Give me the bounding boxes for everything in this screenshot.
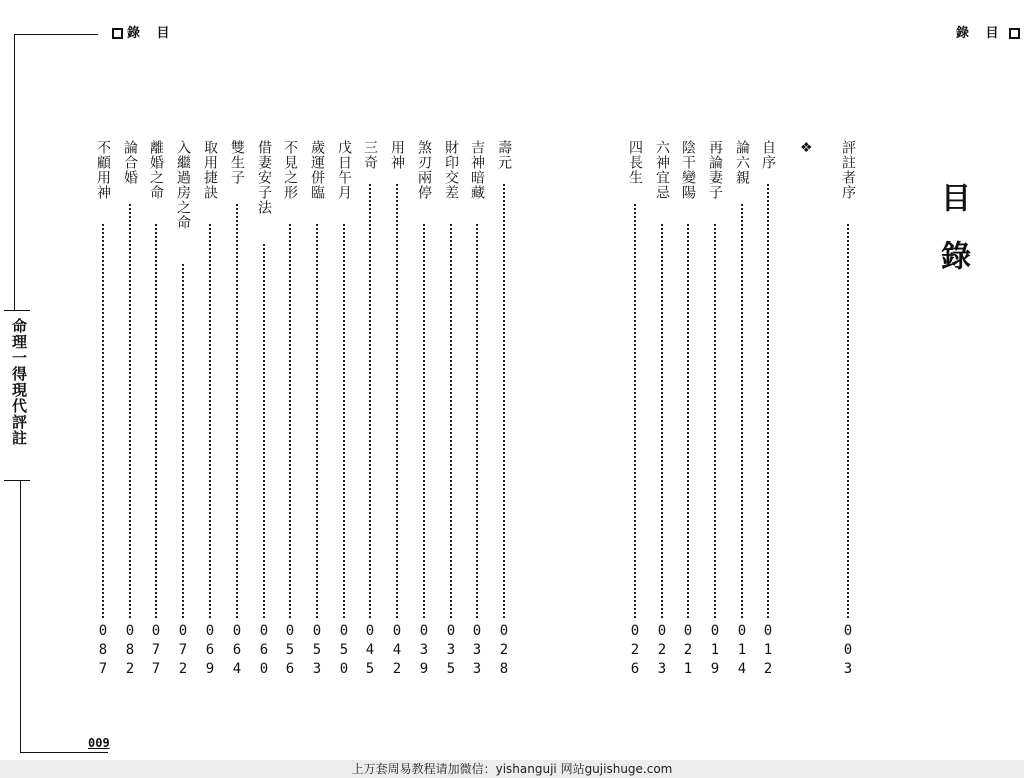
toc-entry-page: 026 xyxy=(627,623,643,680)
toc-entry xyxy=(625,140,645,680)
toc-entry xyxy=(705,140,725,680)
toc-entry-title: 雙生子 xyxy=(229,140,245,185)
toc-leader-dots xyxy=(423,224,425,618)
toc-entry-page: 035 xyxy=(443,623,459,680)
toc-entry-page: 069 xyxy=(202,623,218,680)
toc-entry xyxy=(254,140,274,680)
toc-leader-dots xyxy=(369,184,371,618)
spine-title: 命理一得現代評註 xyxy=(10,318,28,446)
toc-entry-title: 論合婚 xyxy=(122,140,138,185)
frame-bottom-line xyxy=(20,752,108,753)
toc-leader-dots xyxy=(396,184,398,618)
toc-leader-dots xyxy=(476,224,478,618)
toc-entry-title: 離婚之命 xyxy=(148,140,164,200)
spine-bottom-rule xyxy=(4,480,30,481)
toc-leader-dots xyxy=(182,264,184,618)
toc-entry xyxy=(467,140,487,680)
toc-entry xyxy=(280,140,300,680)
square-mark-icon xyxy=(112,28,123,39)
page-number: 009 xyxy=(88,736,110,750)
toc-entry-page: 012 xyxy=(760,623,776,680)
toc-entry-page: 033 xyxy=(469,623,485,680)
toc-leader-dots xyxy=(102,224,104,618)
toc-entry xyxy=(678,140,698,680)
toc-entry xyxy=(307,140,327,680)
right-running-header: 錄 目 xyxy=(956,22,1024,41)
toc-entry-page: 042 xyxy=(389,623,405,680)
toc-entry-page: 087 xyxy=(95,623,111,680)
toc-leader-dots xyxy=(263,244,265,618)
toc-entry-page: 050 xyxy=(336,623,352,680)
main-title: 目錄 xyxy=(935,182,970,298)
toc-entry-title: 用神 xyxy=(389,140,405,170)
toc-entry xyxy=(838,140,858,680)
toc-entry xyxy=(227,140,247,680)
toc-entry xyxy=(494,140,514,680)
toc-entry xyxy=(200,140,220,680)
toc-entry-title: 評註者序 xyxy=(840,140,856,200)
toc-leader-dots xyxy=(316,224,318,618)
toc-entry-title: 入繼過房之命 xyxy=(175,140,191,230)
frame-left-line-lower xyxy=(20,480,21,752)
toc-entry-title: 煞刃兩停 xyxy=(416,140,432,200)
toc-leader-dots xyxy=(209,224,211,618)
frame-left-line-upper xyxy=(14,34,15,310)
toc-entry-title: 歲運併臨 xyxy=(309,140,325,200)
toc-entry-title: 戊日午月 xyxy=(336,140,352,200)
toc-entry-page: 053 xyxy=(309,623,325,680)
toc-entry-page: 082 xyxy=(122,623,138,680)
frame-top-line xyxy=(14,34,98,35)
square-mark-icon xyxy=(1009,28,1020,39)
toc-entry xyxy=(441,140,461,680)
toc-entry-page: 072 xyxy=(175,623,191,680)
toc-entry-page: 003 xyxy=(840,623,856,680)
toc-leader-dots xyxy=(155,224,157,618)
toc-entry xyxy=(146,140,166,680)
toc-leader-dots xyxy=(289,224,291,618)
toc-entry-page: 060 xyxy=(256,623,272,680)
toc-entry-title: 不顧用神 xyxy=(95,140,111,200)
toc-leader-dots xyxy=(767,184,769,618)
toc-leader-dots xyxy=(129,204,131,618)
toc-entry-title: 借妻安子法 xyxy=(256,140,272,215)
left-running-header: 錄 目 xyxy=(108,22,176,41)
footer-watermark: 上万套周易教程请加微信：yishanguji 网站gujishuge.com xyxy=(0,760,1024,778)
toc-entry-page: 028 xyxy=(496,623,512,680)
toc-leader-dots xyxy=(661,224,663,618)
toc-entry-title: 自序 xyxy=(760,140,776,170)
toc-entry-page: 056 xyxy=(282,623,298,680)
toc-entry-page: 039 xyxy=(416,623,432,680)
toc-entry xyxy=(173,140,193,680)
toc-entry-page: 014 xyxy=(734,623,750,680)
toc-entry-title: 再論妻子 xyxy=(707,140,723,200)
toc-leader-dots xyxy=(503,184,505,618)
toc-entry xyxy=(120,140,140,680)
toc-entry-page: 023 xyxy=(654,623,670,680)
toc-entry xyxy=(758,140,778,680)
toc-entry-title: 四長生 xyxy=(627,140,643,185)
toc-entry-title: 論六親 xyxy=(734,140,750,185)
toc-entry-page: 064 xyxy=(229,623,245,680)
toc-entry-page: 021 xyxy=(680,623,696,680)
toc-entry xyxy=(732,140,752,680)
toc-entry xyxy=(360,140,380,680)
toc-entry-page: 077 xyxy=(148,623,164,680)
spine-top-rule xyxy=(4,310,30,311)
toc-leader-dots xyxy=(450,224,452,618)
ornament-icon: ❖ xyxy=(800,140,813,156)
toc-entry-title: 壽元 xyxy=(496,140,512,170)
toc-leader-dots xyxy=(714,224,716,618)
toc-entry-title: 六神宜忌 xyxy=(654,140,670,200)
toc-entry xyxy=(334,140,354,680)
toc-entry xyxy=(652,140,672,680)
toc-entry-page: 019 xyxy=(707,623,723,680)
toc-entry-title: 財印交差 xyxy=(443,140,459,200)
toc-leader-dots xyxy=(687,224,689,618)
toc-entry xyxy=(387,140,407,680)
toc-entry xyxy=(93,140,113,680)
toc-leader-dots xyxy=(741,204,743,618)
toc-entry-title: 三奇 xyxy=(362,140,378,170)
toc-entry-title: 陰干變陽 xyxy=(680,140,696,200)
toc-entry xyxy=(414,140,434,680)
toc-leader-dots xyxy=(343,224,345,618)
toc-leader-dots xyxy=(847,224,849,618)
toc-entry-page: 045 xyxy=(362,623,378,680)
toc-entry-title: 吉神暗藏 xyxy=(469,140,485,200)
toc-entry-title: 不見之形 xyxy=(282,140,298,200)
toc-entry-title: 取用捷訣 xyxy=(202,140,218,200)
toc-leader-dots xyxy=(236,204,238,618)
toc-leader-dots xyxy=(634,204,636,618)
